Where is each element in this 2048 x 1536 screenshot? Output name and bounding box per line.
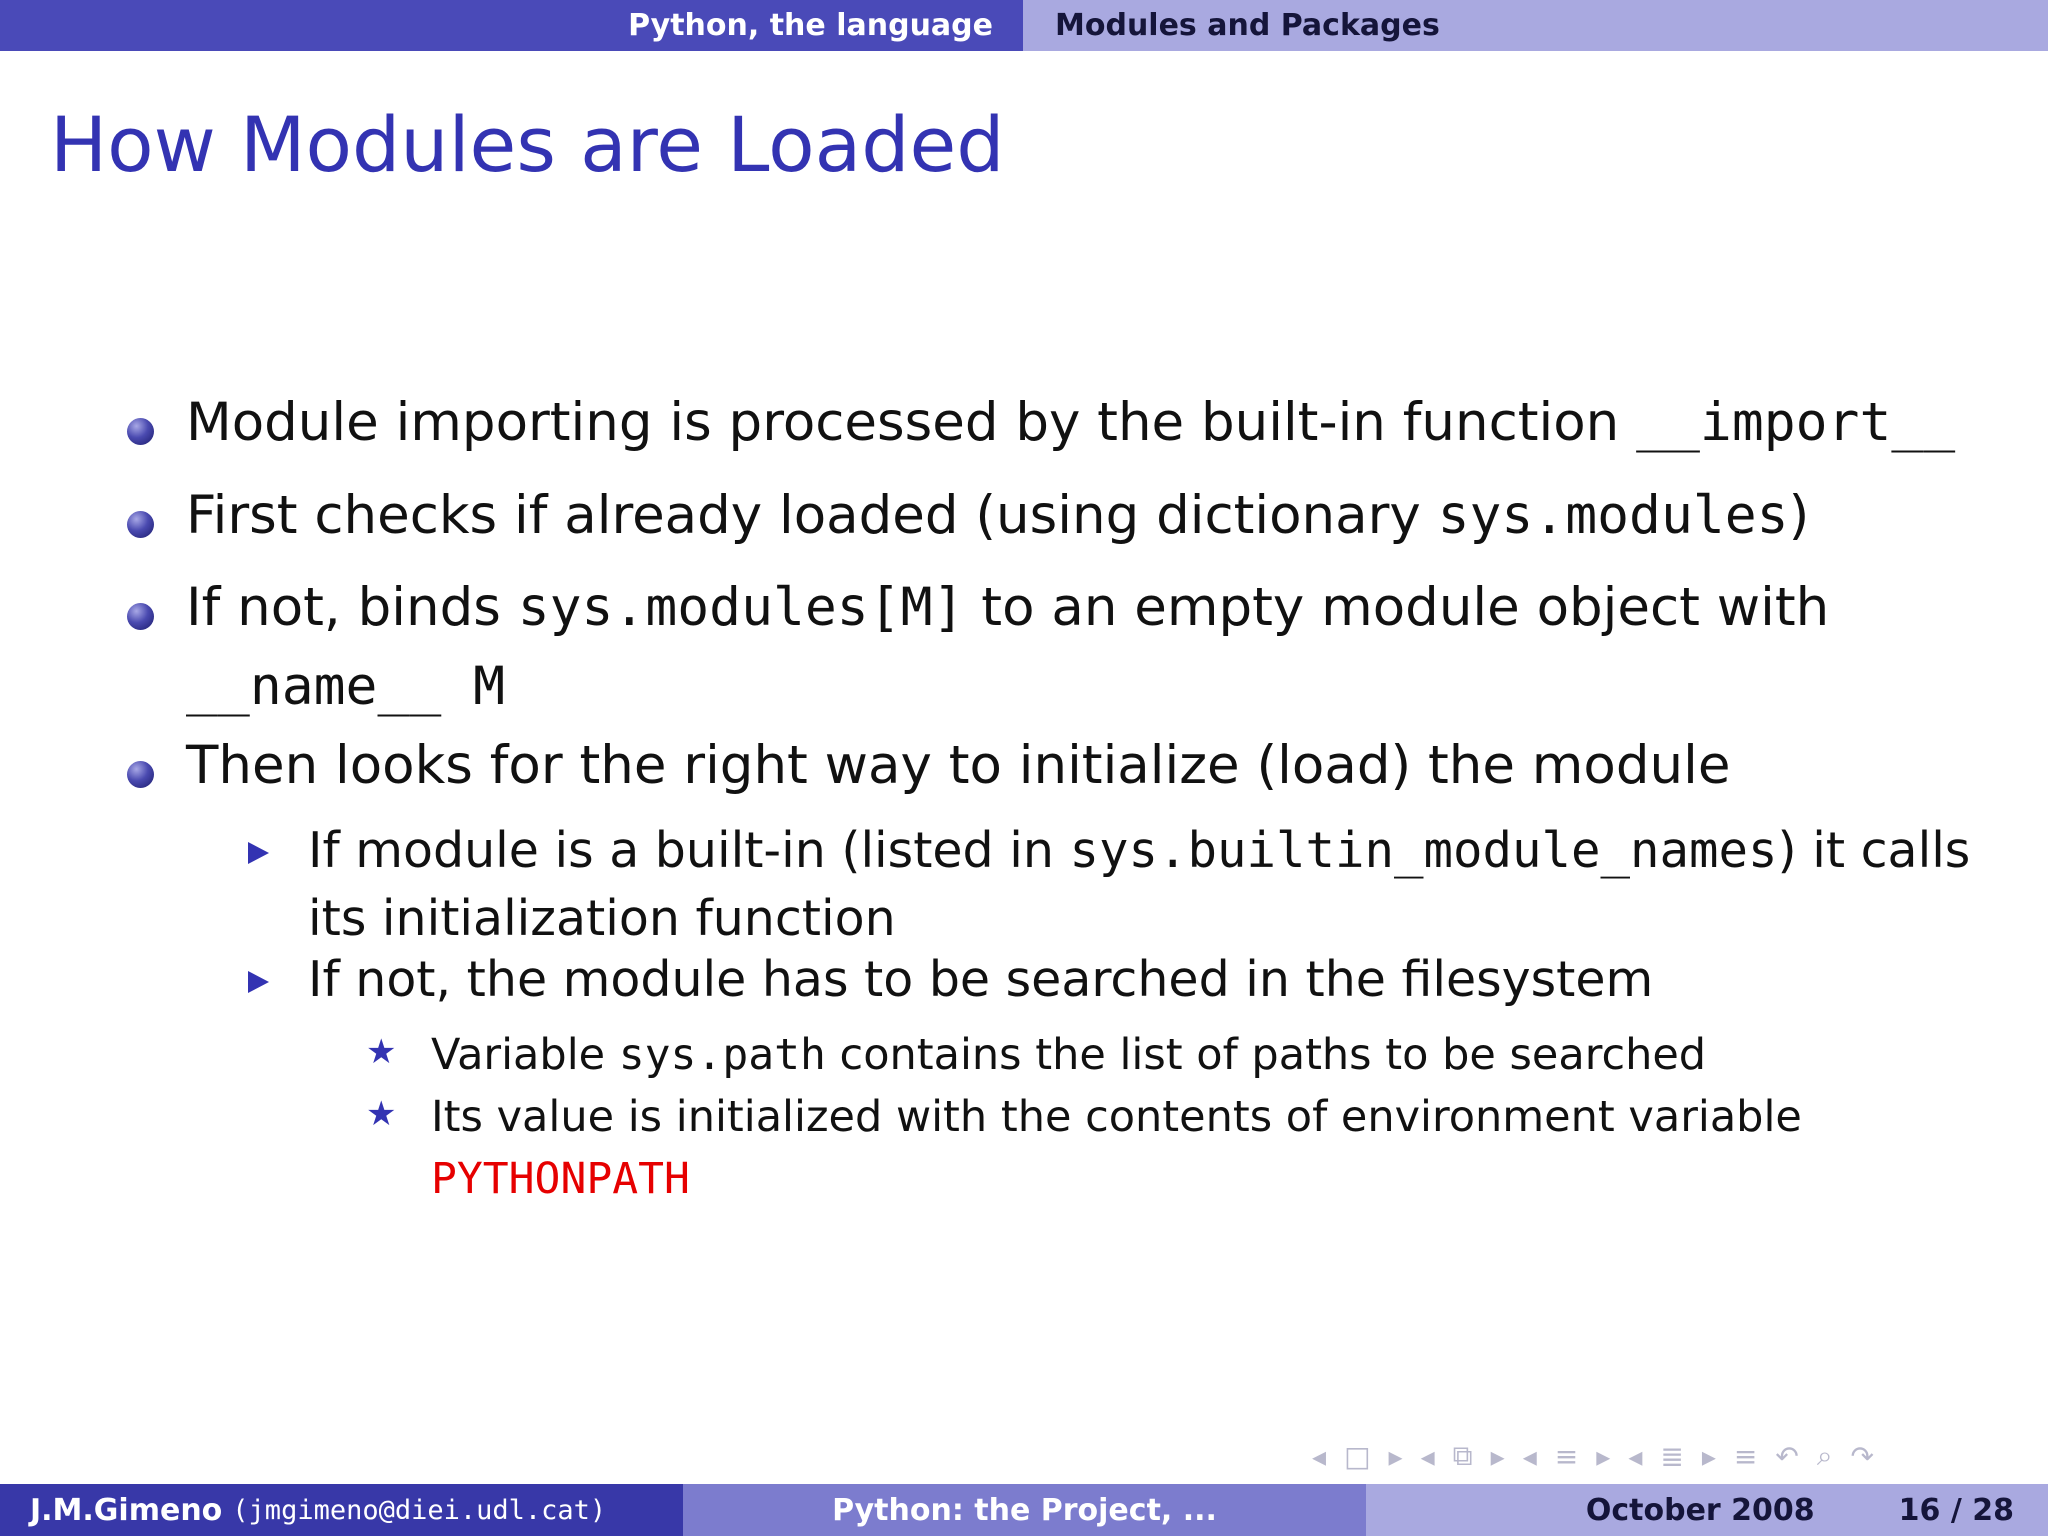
nav-back-icon[interactable]: ↶ bbox=[1775, 1439, 1799, 1473]
bullet-1-code: __import__ bbox=[1636, 392, 1956, 453]
bullet-3-text: If not, binds bbox=[186, 577, 518, 638]
bullet-icon bbox=[127, 603, 154, 630]
bullet-1-text: Module importing is processed by the built-in function bbox=[186, 392, 1637, 453]
nav-frame-next-icon[interactable]: ▸ bbox=[1388, 1439, 1403, 1473]
nav-search-icon[interactable]: ⌕ bbox=[1816, 1439, 1833, 1472]
footer-date: October 2008 bbox=[1585, 1492, 1815, 1528]
sub-1-code: sys.builtin_module_names bbox=[1069, 822, 1778, 879]
sub-item-1 bbox=[308, 822, 1970, 879]
navigation-symbols bbox=[1312, 1436, 1874, 1476]
bullet-2-text: First checks if already loaded (using dictionary bbox=[186, 485, 1438, 546]
nav-subsection-prev-icon[interactable]: ◂ bbox=[1420, 1439, 1435, 1473]
footer-author: J.M.Gimeno bbox=[30, 1492, 223, 1528]
subsub-1-end: contains the list of paths to be searched bbox=[825, 1030, 1707, 1080]
bullet-item-2 bbox=[186, 485, 1809, 546]
bullet-icon bbox=[127, 511, 154, 538]
star-bullet-icon: ★ bbox=[366, 1094, 397, 1134]
sub-1-text: If module is a built-in (listed in bbox=[308, 822, 1070, 879]
header-section-left[interactable]: Python, the language bbox=[628, 8, 993, 43]
sub-1-end: ) it calls bbox=[1777, 822, 1971, 879]
sub-item-2: If not, the module has to be searched in the filesystem bbox=[308, 951, 1654, 1008]
star-bullet-icon: ★ bbox=[366, 1032, 397, 1072]
header-bar bbox=[0, 0, 2048, 51]
nav-frame-icon[interactable]: □ bbox=[1344, 1439, 1371, 1473]
footer-email: (jmgimeno@diei.udl.cat) bbox=[232, 1494, 607, 1526]
header-section-current[interactable] bbox=[0, 0, 1023, 51]
nav-section-icon[interactable]: ≡ bbox=[1554, 1439, 1579, 1473]
bullet-item-3 bbox=[186, 577, 1829, 638]
bullet-2-code: sys.modules bbox=[1437, 485, 1789, 546]
bullet-item-1 bbox=[186, 392, 1955, 453]
nav-section-next-icon[interactable]: ▸ bbox=[1596, 1439, 1611, 1473]
nav-forward-icon[interactable]: ↷ bbox=[1850, 1439, 1874, 1473]
subsub-1-text: Variable bbox=[431, 1030, 619, 1080]
nav-doc-prev-icon[interactable]: ◂ bbox=[1628, 1439, 1643, 1473]
nav-doc-next-icon[interactable]: ▸ bbox=[1701, 1439, 1716, 1473]
bullet-icon bbox=[127, 418, 154, 445]
arrow-bullet-icon bbox=[248, 971, 269, 993]
header-section-right[interactable]: Modules and Packages bbox=[1055, 8, 1440, 43]
footer-date-block bbox=[1366, 1484, 2048, 1536]
bullet-3-line-2: __name__ M bbox=[186, 656, 506, 717]
bullet-icon bbox=[127, 761, 154, 788]
bullet-2-end: ) bbox=[1788, 485, 1810, 546]
nav-outline-icon[interactable]: ≡ bbox=[1733, 1439, 1758, 1473]
bullet-3-code: sys.modules[M] bbox=[517, 577, 965, 638]
bullet-3-text-2: to an empty module object with bbox=[964, 577, 1830, 638]
nav-subsection-next-icon[interactable]: ▸ bbox=[1490, 1439, 1505, 1473]
footer-title-block bbox=[683, 1484, 1366, 1536]
nav-frame-prev-icon[interactable]: ◂ bbox=[1312, 1439, 1327, 1473]
subsub-item-1 bbox=[431, 1030, 1706, 1080]
sub-item-1-line-2: its initialization function bbox=[308, 890, 896, 947]
nav-doc-icon[interactable]: ≣ bbox=[1660, 1439, 1684, 1473]
header-subsection[interactable] bbox=[1023, 0, 2048, 51]
footer-page-number: 16 / 28 bbox=[1898, 1492, 2014, 1528]
nav-section-prev-icon[interactable]: ◂ bbox=[1522, 1439, 1537, 1473]
nav-subsection-icon[interactable]: ⧉ bbox=[1452, 1439, 1473, 1472]
subsub-item-2: Its value is initialized with the contents of environment variable bbox=[431, 1092, 1802, 1142]
pythonpath-code: PYTHONPATH bbox=[431, 1154, 690, 1204]
arrow-bullet-icon bbox=[248, 842, 269, 864]
slide-title: How Modules are Loaded bbox=[50, 100, 1005, 189]
subsub-1-code: sys.path bbox=[618, 1030, 826, 1080]
footer-author-block bbox=[0, 1484, 683, 1536]
footer-short-title: Python: the Project, ... bbox=[832, 1492, 1217, 1528]
bullet-item-4: Then looks for the right way to initialize (load) the module bbox=[186, 735, 1731, 796]
footer-bar bbox=[0, 1484, 2048, 1536]
